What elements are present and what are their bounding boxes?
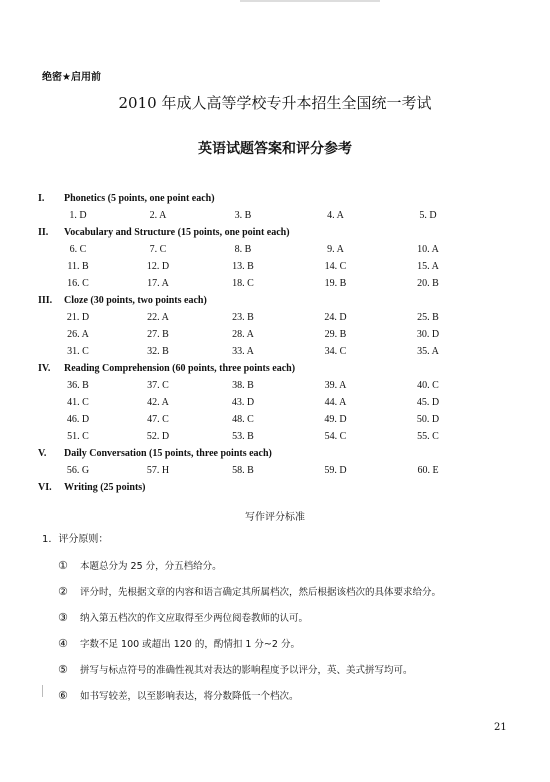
answer-cell: 53. B	[232, 431, 254, 442]
answer-cell: 4. A	[327, 210, 344, 221]
answer-cell: 25. B	[417, 312, 439, 323]
rule-text: 拼写与标点符号的准确性视其对表达的影响程度予以评分，英、美式拼写均可。	[80, 665, 413, 676]
answer-cell: 32. B	[147, 346, 169, 357]
rule-text: 评分时，先根据文章的内容和语言确定其所属档次，然后根据该档次的具体要求给分。	[80, 587, 442, 598]
section-heading	[38, 190, 518, 207]
answer-cell: 27. B	[147, 329, 169, 340]
answer-row	[38, 309, 518, 326]
section-number: V.	[38, 448, 47, 459]
rule-text: 纳入第五档次的作文应取得至少两位阅卷教师的认可。	[80, 613, 309, 624]
answer-cell: 19. B	[324, 278, 347, 289]
answer-cell: 59. D	[324, 465, 347, 476]
scoring-rule	[58, 604, 528, 630]
answer-cell: 21. D	[66, 312, 90, 323]
answer-cell: 55. C	[417, 431, 439, 442]
answer-row	[38, 326, 518, 343]
section-heading	[38, 292, 518, 309]
answer-cell: 24. D	[324, 312, 347, 323]
answer-key-title: 英语试题答案和评分参考	[198, 141, 352, 157]
answer-cell: 9. A	[327, 244, 344, 255]
answer-cell: 23. B	[232, 312, 254, 323]
answer-cell: 16. C	[67, 278, 89, 289]
answer-cell: 20. B	[417, 278, 439, 289]
answer-cell: 54. C	[324, 431, 347, 442]
answer-cell: 57. H	[146, 465, 170, 476]
answer-cell: 30. D	[416, 329, 440, 340]
answer-row	[38, 258, 518, 275]
scoring-rule	[58, 656, 528, 682]
answer-cell: 60. E	[417, 465, 439, 476]
rule-number-mark: ①	[58, 558, 68, 572]
section-number: VI.	[38, 482, 52, 493]
answer-cell: 13. B	[232, 261, 254, 272]
answer-cell: 29. B	[324, 329, 347, 340]
answer-row	[38, 343, 518, 360]
answer-cell: 48. C	[232, 414, 254, 425]
answer-row	[38, 462, 518, 479]
answer-cell: 6. C	[69, 244, 87, 255]
answer-cell: 14. C	[324, 261, 347, 272]
scoring-rule	[58, 578, 528, 604]
answer-cell: 12. D	[146, 261, 170, 272]
answer-cell: 10. A	[417, 244, 439, 255]
rule-number-mark: ⑤	[58, 662, 68, 676]
answer-row	[38, 275, 518, 292]
answer-cell: 58. B	[232, 465, 254, 476]
rule-number-mark: ⑥	[58, 688, 68, 702]
answer-cell: 42. A	[147, 397, 169, 408]
answer-cell: 56. G	[66, 465, 90, 476]
rule-number-mark: ③	[58, 610, 68, 624]
answer-cell: 35. A	[417, 346, 439, 357]
section-title: Cloze (30 points, two points each)	[64, 295, 207, 306]
answer-cell: 22. A	[147, 312, 169, 323]
scoring-rule	[58, 682, 528, 708]
answer-cell: 17. A	[147, 278, 169, 289]
answer-cell: 7. C	[149, 244, 167, 255]
section-heading	[38, 479, 518, 496]
section-title: Daily Conversation (15 points, three points each)	[64, 448, 272, 459]
rule-text: 字数不足 100 或超出 120 的，酌情扣 1 分~2 分。	[80, 639, 300, 650]
section-number: IV.	[38, 363, 51, 374]
rule-number-mark: ④	[58, 636, 68, 650]
scoring-principle-heading: 1．评分原则：	[42, 534, 109, 545]
answer-cell: 33. A	[232, 346, 254, 357]
answer-cell: 5. D	[419, 210, 437, 221]
rule-text: 本题总分为 25 分，分五档给分。	[80, 561, 222, 572]
answer-cell: 3. B	[234, 210, 252, 221]
answer-cell: 46. D	[66, 414, 90, 425]
section-number: I.	[38, 193, 45, 204]
section-title: Reading Comprehension (60 points, three points each)	[64, 363, 296, 374]
answer-key	[38, 190, 518, 496]
answer-row	[38, 207, 518, 224]
scan-artifact-line	[240, 0, 380, 2]
answer-cell: 31. C	[67, 346, 89, 357]
answer-cell: 47. C	[147, 414, 169, 425]
answer-cell: 52. D	[146, 431, 170, 442]
rule-number-mark: ②	[58, 584, 68, 598]
answer-cell: 34. C	[324, 346, 347, 357]
answer-row	[38, 241, 518, 258]
section-number: III.	[38, 295, 53, 306]
answer-cell: 39. A	[324, 380, 347, 391]
page-number: 21	[494, 722, 507, 733]
answer-cell: 8. B	[234, 244, 252, 255]
answer-cell: 1. D	[69, 210, 87, 221]
answer-row	[38, 377, 518, 394]
section-number: II.	[38, 227, 49, 238]
answer-row	[38, 428, 518, 445]
answer-cell: 45. D	[416, 397, 440, 408]
answer-row	[38, 394, 518, 411]
writing-criteria-title: 写作评分标准	[245, 512, 305, 523]
answer-cell: 18. C	[232, 278, 254, 289]
scoring-rule	[58, 630, 528, 656]
answer-cell: 28. A	[232, 329, 254, 340]
answer-cell: 49. D	[324, 414, 347, 425]
scoring-rules-list	[58, 552, 528, 708]
answer-cell: 2. A	[149, 210, 167, 221]
answer-cell: 44. A	[324, 397, 347, 408]
section-heading	[38, 224, 518, 241]
answer-cell: 51. C	[67, 431, 89, 442]
answer-cell: 41. C	[67, 397, 89, 408]
section-title: Phonetics (5 points, one point each)	[64, 193, 215, 204]
scoring-rule	[58, 552, 528, 578]
answer-row	[38, 411, 518, 428]
scan-artifact-mark	[42, 685, 43, 697]
answer-cell: 37. C	[147, 380, 169, 391]
answer-cell: 38. B	[232, 380, 254, 391]
answer-cell: 11. B	[67, 261, 89, 272]
answer-cell: 15. A	[417, 261, 439, 272]
answer-cell: 36. B	[67, 380, 89, 391]
section-title: Vocabulary and Structure (15 points, one point each)	[64, 227, 290, 238]
section-heading	[38, 445, 518, 462]
confidential-mark: 绝密★启用前	[42, 72, 101, 83]
rule-text: 如书写较差，以至影响表达，将分数降低一个档次。	[80, 691, 299, 702]
answer-cell: 43. D	[231, 397, 255, 408]
exam-title: 2010 年成人高等学校专升本招生全国统一考试	[118, 94, 432, 112]
section-title: Writing (25 points)	[64, 482, 146, 493]
answer-cell: 40. C	[417, 380, 439, 391]
answer-cell: 26. A	[67, 329, 89, 340]
answer-cell: 50. D	[416, 414, 440, 425]
section-heading	[38, 360, 518, 377]
